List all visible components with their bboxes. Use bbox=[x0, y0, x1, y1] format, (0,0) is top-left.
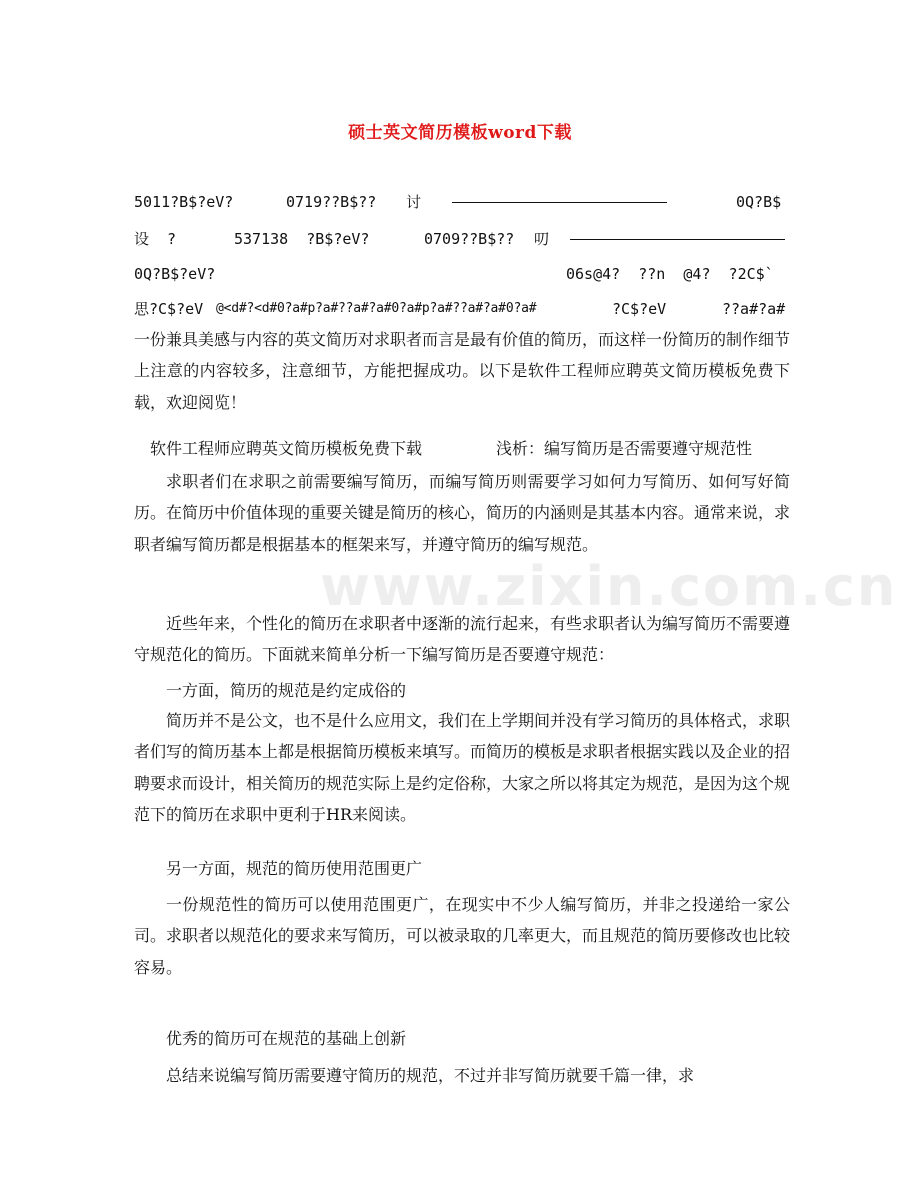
garbled-text: ??a#?a# bbox=[722, 300, 786, 318]
underline-rule bbox=[570, 239, 785, 240]
garbled-text: 06s@4? ??n @4? ?2C$` bbox=[566, 265, 774, 283]
underline-rule bbox=[452, 202, 667, 203]
subtitle-left: 软件工程师应聘英文简历模板免费下载 bbox=[150, 439, 423, 458]
garbled-text: 思?C$?eV bbox=[134, 300, 204, 318]
watermark-text: www.zixin.com.cn bbox=[320, 555, 898, 618]
body-paragraph: 一份规范性的简历可以使用范围更广，在现实中不少人编写简历，并非之投递给一家公司。求职者以规范化的要求来写简历，可以被录取的几率更大，而且规范的简历要修改也比较容易。 bbox=[134, 895, 791, 977]
garbled-text: ?C$?eV bbox=[612, 300, 667, 318]
garbled-line-1 bbox=[134, 190, 786, 214]
body-paragraph: 近些年来，个性化的简历在求职者中逐渐的流行起来，有些求职者认为编写简历不需要遵守规范化的简历。下面就来简单分析一下编写简历是否要遵守规范： bbox=[134, 614, 791, 665]
garbled-text: 537138 ?B$?eV? bbox=[234, 230, 370, 248]
garbled-line-2 bbox=[134, 227, 786, 251]
garbled-text: 0719??B$?? bbox=[286, 193, 377, 211]
garbled-text: 叨 bbox=[534, 230, 550, 248]
subtitle-right: 浅析：编写简历是否需要遵守规范性 bbox=[496, 439, 753, 458]
section-heading: 一方面，简历的规范是约定成俗的 bbox=[166, 681, 407, 700]
garbled-line-4 bbox=[134, 297, 786, 321]
garbled-text: 讨 bbox=[406, 193, 422, 211]
body-paragraph: 求职者们在求职之前需要编写简历，而编写简历则需要学习如何力写简历、如何写好简历。在简历中价值体现的重要关键是简历的核心，简历的内涵则是其基本内容。通常来说，求职者编写简历都是根据基本的框架来写，并遵守简历的编写规范。 bbox=[134, 472, 791, 554]
document-title: 硕士英文简历模板word下载 bbox=[348, 123, 572, 143]
section-heading: 优秀的简历可在规范的基础上创新 bbox=[166, 1029, 407, 1048]
body-paragraph: 总结来说编写简历需要遵守简历的规范，不过并非写简历就要千篇一律，求 bbox=[166, 1066, 695, 1085]
garbled-line-3 bbox=[134, 262, 786, 286]
garbled-text: 0Q?B$?eV? bbox=[134, 265, 216, 283]
garbled-text: @<d#?<d#0?a#p?a#??a#?a#0?a#p?a#??a#?a#0?a# bbox=[216, 301, 537, 316]
garbled-text: 5011?B$?eV? bbox=[134, 193, 234, 211]
garbled-text: 0709??B$?? bbox=[424, 230, 515, 248]
garbled-text: 0Q?B$ bbox=[736, 193, 782, 211]
section-heading: 另一方面，规范的简历使用范围更广 bbox=[166, 859, 423, 878]
body-paragraph: 简历并不是公文，也不是什么应用文，我们在上学期间并没有学习简历的具体格式，求职者们写的简历基本上都是根据简历模板来填写。而简历的模板是求职者根据实践以及企业的招聘要求而设计，相关简历的规范实际上是约定俗称，大家之所以将其定为规范，是因为这个规范下的简历在求职中更利于HR来阅读。 bbox=[134, 711, 791, 824]
garbled-text: 设 ? bbox=[134, 230, 177, 248]
intro-paragraph: 一份兼具美感与内容的英文简历对求职者而言是最有价值的简历，而这样一份简历的制作细节上注意的内容较多，注意细节，方能把握成功。以下是软件工程师应聘英文简历模板免费下载，欢迎阅览！ bbox=[134, 330, 791, 412]
